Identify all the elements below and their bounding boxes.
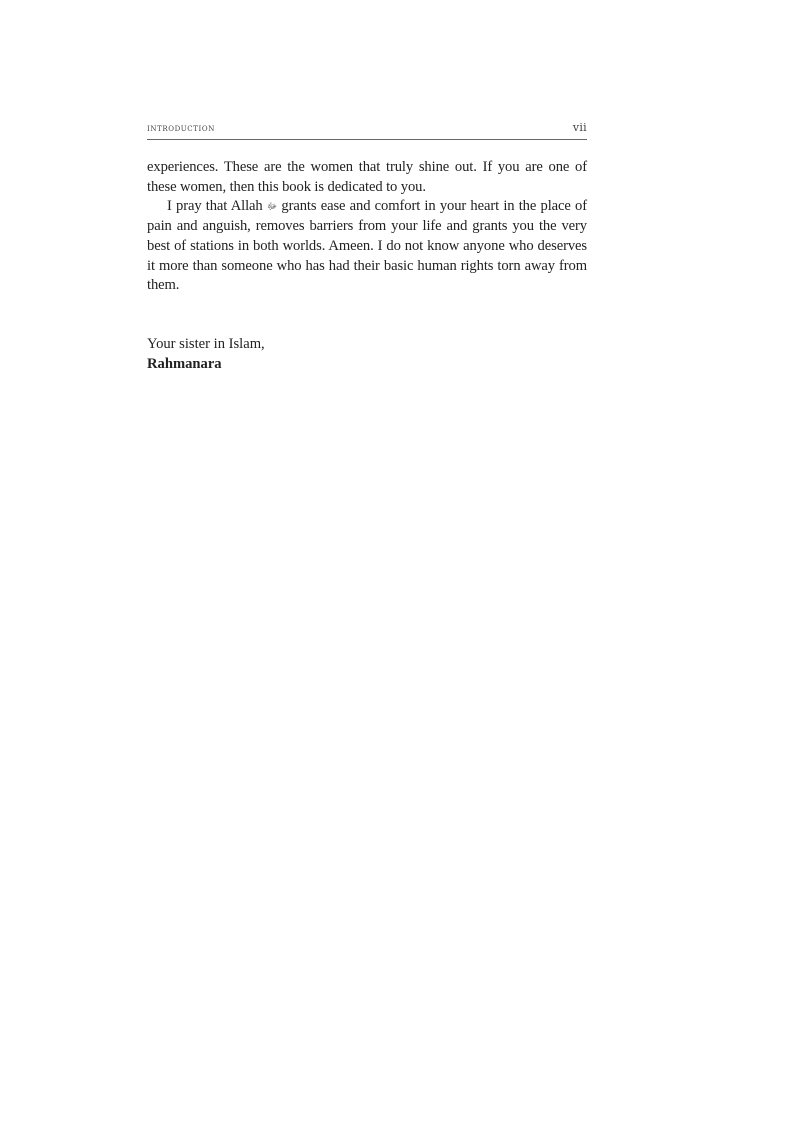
paragraph-2 — [147, 197, 587, 296]
paragraph-2-end: grants ease and comfort in your heart in the place of pain and anguish, removes barriers from your life and grants you the very best of stations in both worlds. Ameen. I do not know anyone who deserves it more than someone who has had their basic human rights torn away from them. — [147, 198, 587, 294]
running-head-title: introduction — [147, 123, 215, 134]
signature-block — [147, 335, 587, 374]
book-page — [147, 121, 587, 374]
signature-name: Rahmanara — [147, 355, 222, 372]
body-text — [147, 158, 587, 296]
paragraph-2-start: I pray that Allah — [167, 198, 267, 215]
paragraph-1: experiences. These are the women that truly shine out. If you are one of these women, then this book is dedicated to you. — [147, 159, 587, 195]
honorific-symbol: ﷻ — [266, 201, 278, 212]
running-head — [147, 121, 587, 140]
page-number: vii — [572, 121, 587, 134]
signature-closing: Your sister in Islam, — [147, 335, 265, 352]
